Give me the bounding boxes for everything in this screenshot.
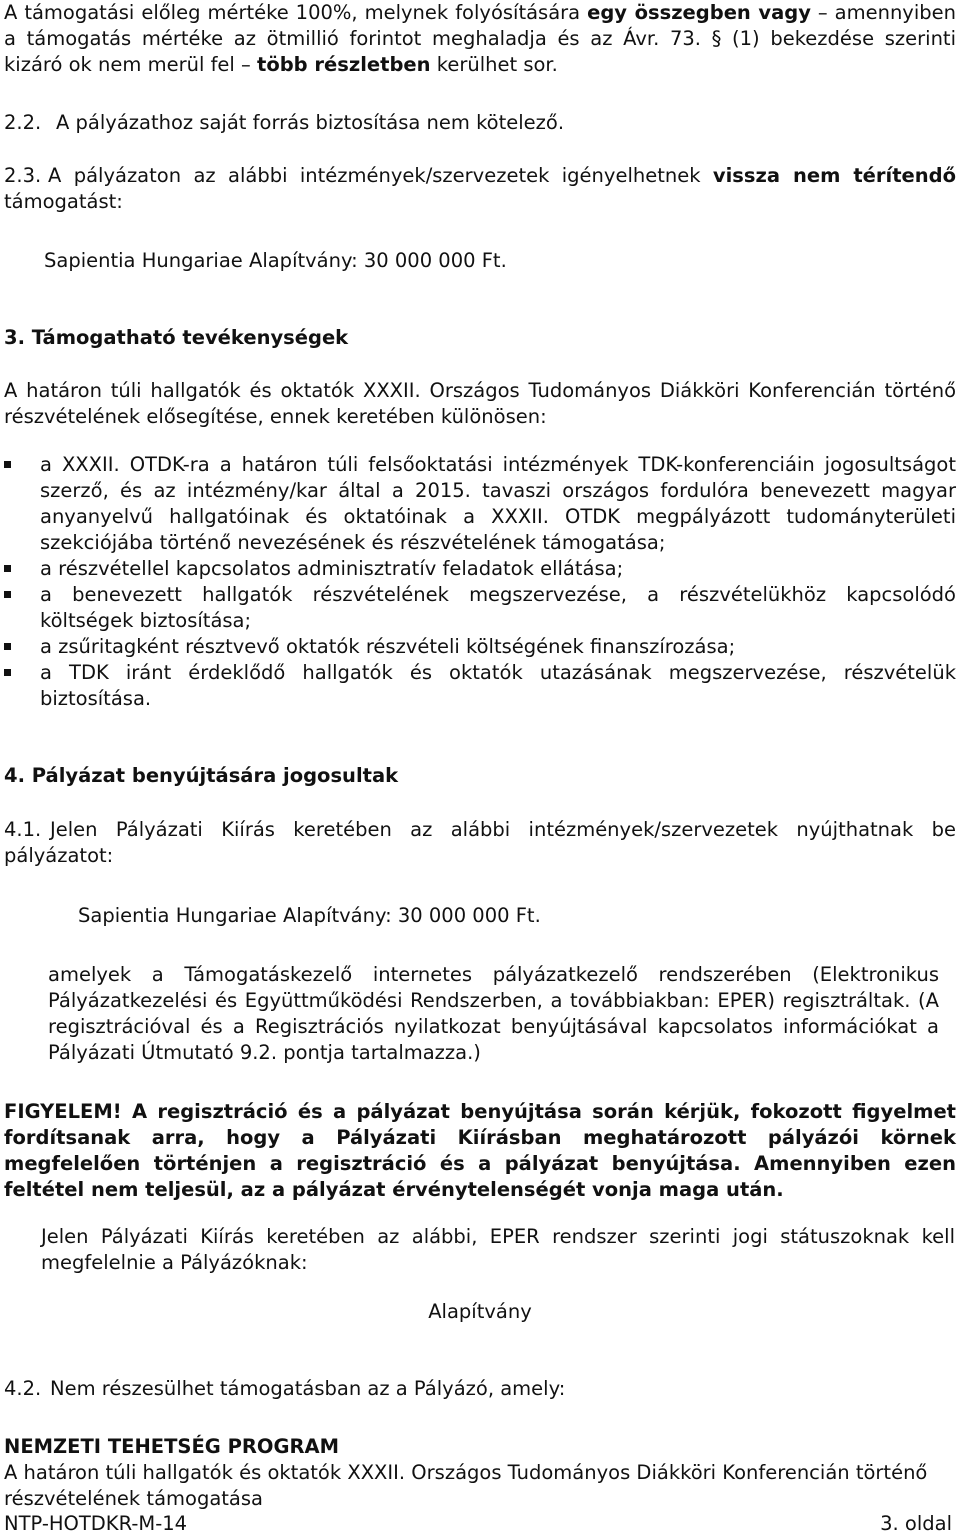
section-number: 2.2.: [4, 111, 42, 134]
section-number: 4.2.: [4, 1377, 42, 1400]
activity-list: [4, 452, 956, 712]
list-item: a TDK iránt érdeklődő hallgatók és oktatók utazásának megszervezése, részvételük biztosítása.: [4, 660, 956, 712]
footer-program-name: NEMZETI TEHETSÉG PROGRAM: [4, 1435, 339, 1458]
eper-status-paragraph: Jelen Pályázati Kiírás keretében az alábbi, EPER rendszer szerinti jogi státuszoknak kell megfelelnie a Pályázóknak:: [41, 1225, 955, 1274]
bullet-square-icon: [4, 461, 11, 468]
warning-paragraph: FIGYELEM! A regisztráció és a pályázat benyújtása során kérjük, fokozott figyelmet fordítsanak arra, hogy a Pályázati Kiírásban meghatározott pályázói körnek megfelelően történjen a regisztráció és a pályázat benyújtása. Amennyiben ezen feltétel nem teljesül, az a pályázat érvénytelenségét vonja maga után.: [4, 1100, 956, 1201]
section-number: 4.1.: [4, 818, 42, 841]
bullet-square-icon: [4, 643, 11, 650]
bullet-square-icon: [4, 565, 11, 572]
page-number: 3. oldal: [880, 1512, 952, 1535]
footer-code-row: [4, 1511, 956, 1537]
bullet-square-icon: [4, 669, 11, 676]
footer-title: A határon túli hallgatók és oktatók XXXII. Országos Tudományos Diákköri Konferencián történő részvételének támogatása: [4, 1461, 928, 1510]
registration-paragraph: amelyek a Támogatáskezelő internetes pályázatkezelő rendszerében (Elektronikus Pályázatkezelési és Együttműködési Rendszerben, a továbbiakban: EPER) regisztráltak. (A regisztrációval és a Regisztrációs nyilatkozat benyújtásával kapcsolatos információkat a Pályázati Útmutató 9.2. pontja tartalmazza.): [48, 963, 939, 1064]
section-4-1: 4.1. Jelen Pályázati Kiírás keretében az alábbi intézmények/szervezetek nyújthatnak be pályázatot:: [4, 818, 956, 867]
footer-code: NTP-HOTDKR-M-14: [4, 1512, 188, 1535]
list-item: a részvétellel kapcsolatos adminisztratív feladatok ellátása;: [4, 556, 956, 582]
list-item: a benevezett hallgatók részvételének megszervezése, a részvételükhöz kapcsolódó költségek biztosítása;: [4, 582, 956, 634]
section-3-intro: A határon túli hallgatók és oktatók XXXII. Országos Tudományos Diákköri Konferencián történő részvételének elősegítése, ennek keretében különösen:: [4, 379, 956, 428]
beneficiary-line: Sapientia Hungariae Alapítvány: 30 000 000 Ft.: [78, 904, 541, 927]
section-3-heading: 3. Támogatható tevékenységek: [4, 326, 349, 349]
list-item: a zsűritagként résztvevő oktatók részvételi költségének finanszírozása;: [4, 634, 956, 660]
bullet-square-icon: [4, 591, 11, 598]
section-2-3: 2.3. A pályázaton az alábbi intézmények/szervezetek igényelhetnek vissza nem térítendő támogatást:: [4, 164, 956, 213]
beneficiary-line: Sapientia Hungariae Alapítvány: 30 000 000 Ft.: [44, 249, 507, 272]
section-2-2: 2.2. A pályázathoz saját forrás biztosítása nem kötelező.: [4, 111, 565, 134]
list-item: a XXXII. OTDK-ra a határon túli felsőoktatási intézmények TDK-konferenciáin jogosultságot szerző, és az intézmény/kar által a 2015. tavaszi országos fordulóra benevezett magyar anyanyelvű hallgatóinak és oktatóinak a XXXII. OTDK megpályázott tudományterületi szekciójába történő nevezésének és részvételének támogatása;: [4, 452, 956, 556]
section-4-2: 4.2. Nem részesülhet támogatásban az a Pályázó, amely:: [4, 1377, 566, 1400]
section-number: 2.3.: [4, 164, 42, 187]
section-4-heading: 4. Pályázat benyújtására jogosultak: [4, 764, 399, 787]
advance-payment-paragraph: A támogatási előleg mértéke 100%, melynek folyósítására egy összegben vagy – amennyiben a támogatás mértéke az ötmillió forintot meghaladja és az Ávr. 73. § (1) bekezdése szerinti kizáró ok nem merül fel – több részletben kerülhet sor.: [4, 1, 956, 76]
legal-status-value: Alapítvány: [428, 1300, 532, 1323]
